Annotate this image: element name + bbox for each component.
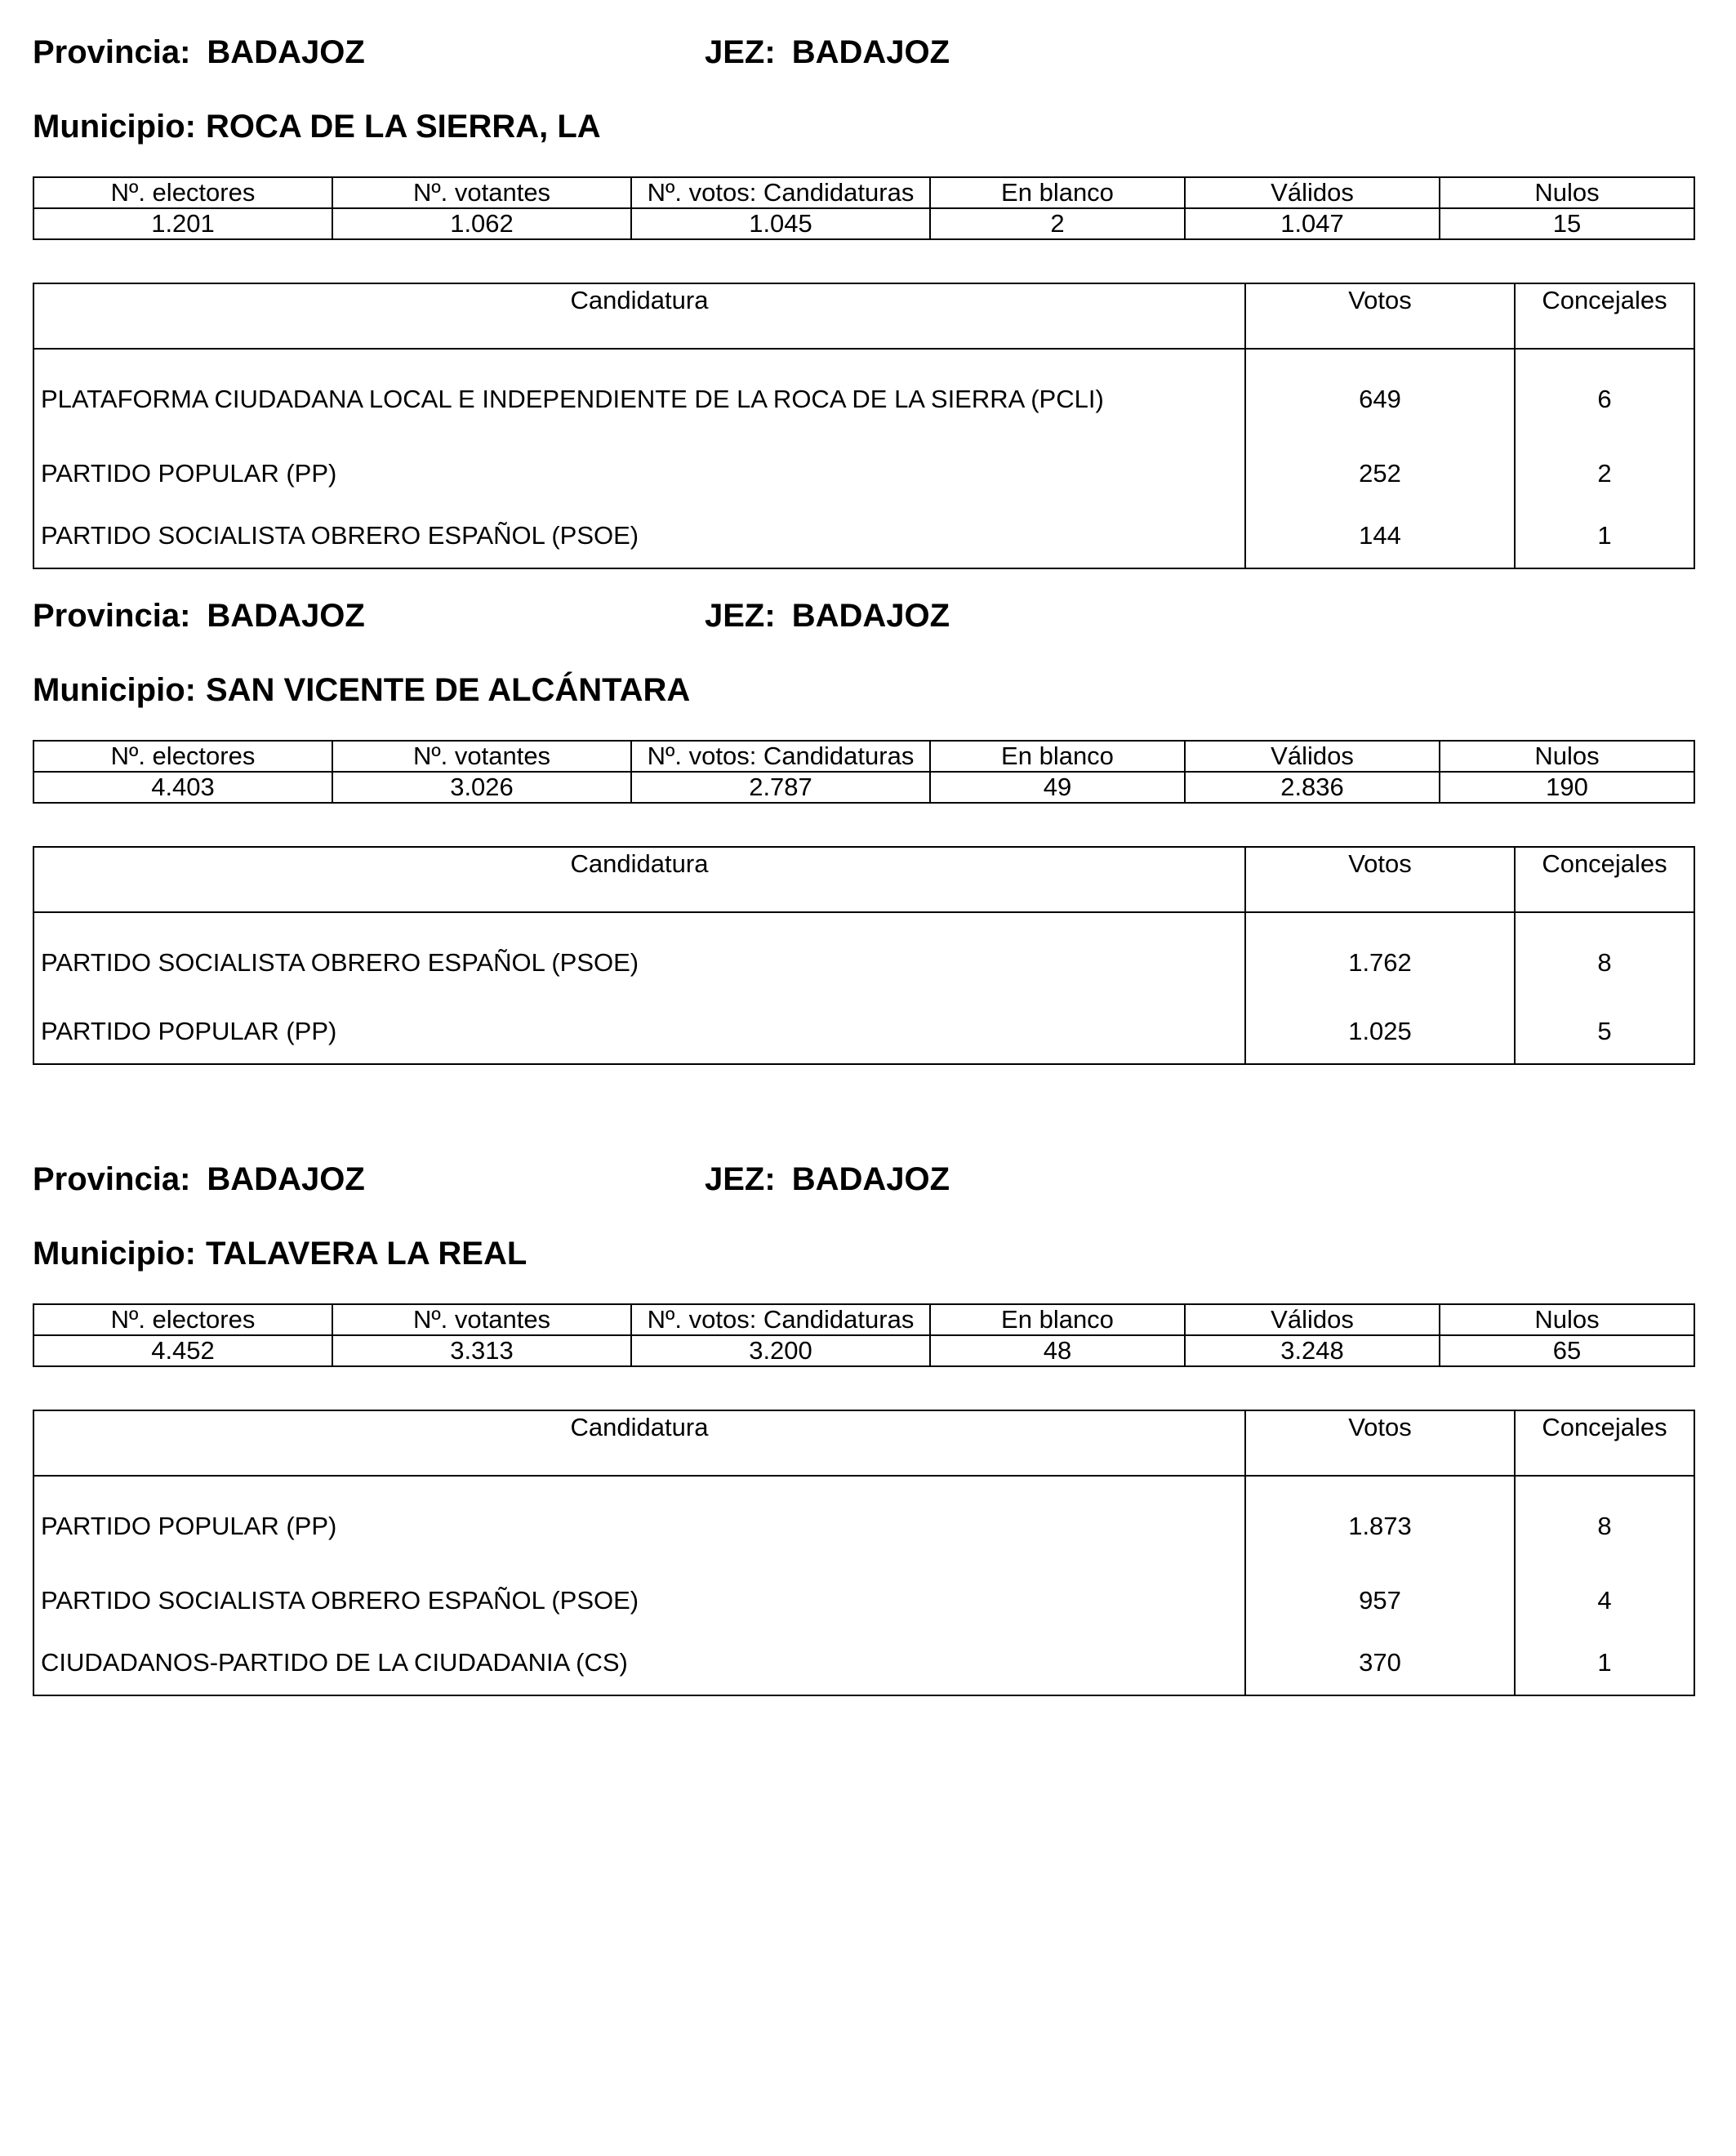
stats-value-cell: 1.062 [332, 208, 631, 239]
table-row [33, 1476, 1694, 1566]
table-row [33, 912, 1694, 1003]
candidates-table [33, 283, 1695, 569]
stats-value-cell: 2 [930, 208, 1185, 239]
cand-header-concejales: Concejales [1515, 1410, 1694, 1476]
jez-label: JEZ: [705, 598, 776, 634]
table-row [33, 1003, 1694, 1064]
stats-header-cell: Nº. votantes [332, 741, 631, 772]
cand-votos: 370 [1245, 1634, 1515, 1695]
provincia-label: Provincia: [33, 598, 191, 634]
province-header [33, 1160, 950, 1199]
cand-name: PARTIDO POPULAR (PP) [33, 1476, 1245, 1566]
municipio-label: Municipio: [33, 672, 196, 708]
stats-table [33, 176, 1695, 240]
table-row [33, 349, 1694, 439]
stats-value-cell: 3.026 [332, 772, 631, 803]
stats-value-cell: 15 [1440, 208, 1694, 239]
table-row [33, 1566, 1694, 1634]
stats-header-cell: Válidos [1185, 1304, 1440, 1335]
municipio-value: TALAVERA LA REAL [205, 1236, 527, 1272]
candidates-table [33, 846, 1695, 1065]
stats-header-cell: Nº. votantes [332, 1304, 631, 1335]
cand-concejales: 6 [1515, 349, 1694, 439]
cand-name: PARTIDO POPULAR (PP) [33, 439, 1245, 507]
cand-votos: 1.873 [1245, 1476, 1515, 1566]
cand-header-candidatura: Candidatura [33, 1410, 1245, 1476]
stats-value-cell: 1.045 [631, 208, 930, 239]
municipio-label: Municipio: [33, 1236, 196, 1272]
cand-votos: 1.025 [1245, 1003, 1515, 1064]
province-header [33, 596, 950, 635]
stats-header-cell: Nulos [1440, 1304, 1694, 1335]
cand-name: PARTIDO SOCIALISTA OBRERO ESPAÑOL (PSOE) [33, 507, 1245, 568]
stats-value-row [33, 208, 1694, 239]
provincia-value: BADAJOZ [207, 34, 365, 70]
stats-header-cell: Nº. votos: Candidaturas [631, 177, 930, 208]
stats-table [33, 740, 1695, 804]
stats-value-cell: 190 [1440, 772, 1694, 803]
stats-header-cell: Nulos [1440, 177, 1694, 208]
stats-value-row [33, 772, 1694, 803]
jez-value: BADAJOZ [791, 598, 950, 634]
stats-value-cell: 3.200 [631, 1335, 930, 1366]
jez-value: BADAJOZ [791, 34, 950, 70]
stats-value-cell: 1.047 [1185, 208, 1440, 239]
stats-header-cell: Nº. electores [33, 177, 332, 208]
cand-header-votos: Votos [1245, 1410, 1515, 1476]
stats-header-cell: Válidos [1185, 741, 1440, 772]
cand-concejales: 8 [1515, 912, 1694, 1003]
municipio-value: SAN VICENTE DE ALCÁNTARA [205, 672, 691, 708]
stats-header-cell: Nº. electores [33, 1304, 332, 1335]
cand-concejales: 5 [1515, 1003, 1694, 1064]
cand-name: PARTIDO SOCIALISTA OBRERO ESPAÑOL (PSOE) [33, 1566, 1245, 1634]
cand-header-row [33, 1410, 1694, 1476]
cand-header-row [33, 283, 1694, 349]
stats-value-cell: 3.313 [332, 1335, 631, 1366]
cand-concejales: 1 [1515, 1634, 1694, 1695]
cand-concejales: 8 [1515, 1476, 1694, 1566]
stats-header-cell: Nº. votos: Candidaturas [631, 741, 930, 772]
stats-header-row [33, 1304, 1694, 1335]
candidates-table [33, 1410, 1695, 1696]
cand-concejales: 1 [1515, 507, 1694, 568]
provincia-value: BADAJOZ [207, 598, 365, 634]
stats-value-row [33, 1335, 1694, 1366]
stats-header-cell: Nº. votantes [332, 177, 631, 208]
jez-header [705, 596, 950, 635]
cand-votos: 144 [1245, 507, 1515, 568]
jez-label: JEZ: [705, 1161, 776, 1197]
stats-value-cell: 1.201 [33, 208, 332, 239]
cand-votos: 1.762 [1245, 912, 1515, 1003]
municipio-header [33, 1234, 527, 1273]
cand-concejales: 2 [1515, 439, 1694, 507]
municipio-header [33, 670, 690, 710]
jez-header [705, 33, 950, 72]
provincia-value: BADAJOZ [207, 1161, 365, 1197]
stats-table [33, 1303, 1695, 1367]
stats-header-row [33, 177, 1694, 208]
stats-value-cell: 3.248 [1185, 1335, 1440, 1366]
cand-name: CIUDADANOS-PARTIDO DE LA CIUDADANIA (CS) [33, 1634, 1245, 1695]
cand-votos: 649 [1245, 349, 1515, 439]
cand-concejales: 4 [1515, 1566, 1694, 1634]
municipio-header [33, 107, 601, 146]
stats-value-cell: 4.452 [33, 1335, 332, 1366]
cand-header-concejales: Concejales [1515, 847, 1694, 912]
stats-header-cell: Válidos [1185, 177, 1440, 208]
stats-value-cell: 65 [1440, 1335, 1694, 1366]
cand-header-votos: Votos [1245, 283, 1515, 349]
table-row [33, 1634, 1694, 1695]
stats-header-row [33, 741, 1694, 772]
stats-header-cell: En blanco [930, 1304, 1185, 1335]
jez-value: BADAJOZ [791, 1161, 950, 1197]
cand-header-candidatura: Candidatura [33, 283, 1245, 349]
stats-header-cell: En blanco [930, 741, 1185, 772]
jez-label: JEZ: [705, 34, 776, 70]
cand-header-candidatura: Candidatura [33, 847, 1245, 912]
stats-value-cell: 48 [930, 1335, 1185, 1366]
province-header [33, 33, 950, 72]
cand-header-concejales: Concejales [1515, 283, 1694, 349]
municipio-label: Municipio: [33, 109, 196, 145]
table-row [33, 507, 1694, 568]
stats-header-cell: Nº. electores [33, 741, 332, 772]
jez-header [705, 1160, 950, 1199]
provincia-label: Provincia: [33, 34, 191, 70]
stats-header-cell: Nulos [1440, 741, 1694, 772]
cand-header-votos: Votos [1245, 847, 1515, 912]
stats-value-cell: 49 [930, 772, 1185, 803]
cand-votos: 252 [1245, 439, 1515, 507]
municipio-value: ROCA DE LA SIERRA, LA [205, 109, 601, 145]
cand-votos: 957 [1245, 1566, 1515, 1634]
cand-name: PARTIDO POPULAR (PP) [33, 1003, 1245, 1064]
stats-value-cell: 2.787 [631, 772, 930, 803]
cand-name: PARTIDO SOCIALISTA OBRERO ESPAÑOL (PSOE) [33, 912, 1245, 1003]
table-row [33, 439, 1694, 507]
cand-header-row [33, 847, 1694, 912]
stats-header-cell: Nº. votos: Candidaturas [631, 1304, 930, 1335]
provincia-label: Provincia: [33, 1161, 191, 1197]
stats-value-cell: 4.403 [33, 772, 332, 803]
stats-value-cell: 2.836 [1185, 772, 1440, 803]
stats-header-cell: En blanco [930, 177, 1185, 208]
cand-name: PLATAFORMA CIUDADANA LOCAL E INDEPENDIENTE DE LA ROCA DE LA SIERRA (PCLI) [33, 349, 1245, 439]
